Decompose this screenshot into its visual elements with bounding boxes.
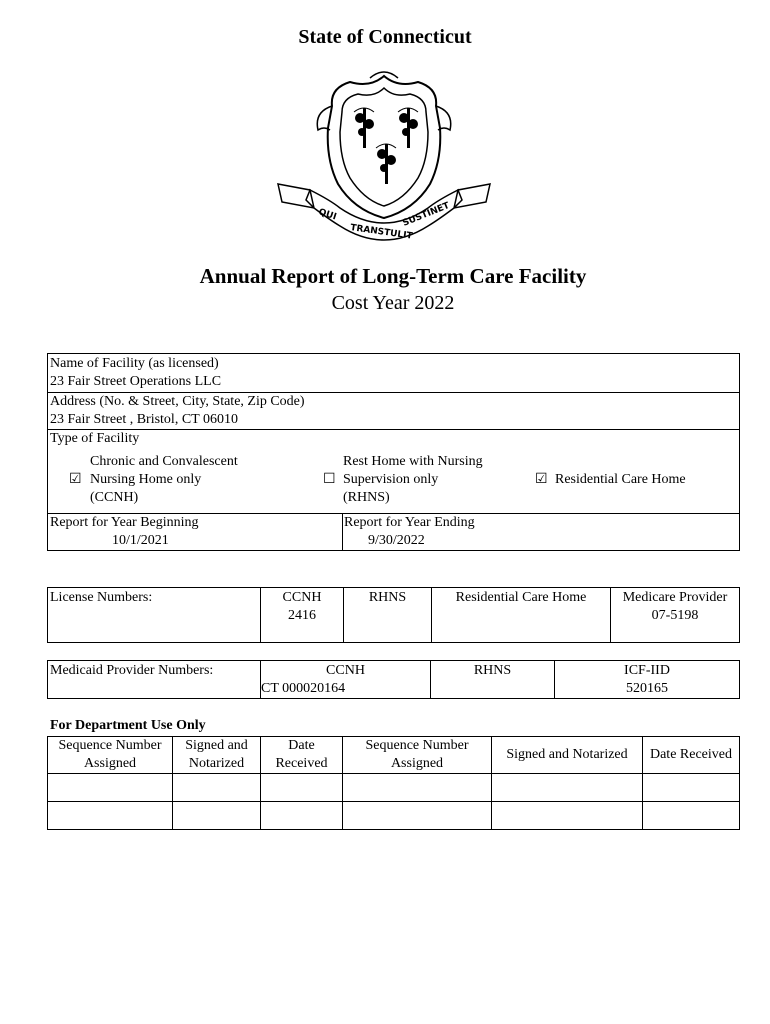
- dept-cell[interactable]: [492, 774, 643, 802]
- license-medicare-value: 07-5198: [651, 608, 699, 623]
- type-rch-checkbox[interactable]: [535, 471, 548, 489]
- state-seal-image: [270, 68, 498, 248]
- cost-year: Cost Year 2022: [331, 292, 455, 314]
- medicaid-icf-value: 520165: [626, 681, 668, 696]
- medicaid-ccnh-label: CCNH: [326, 663, 365, 678]
- dept-header-signed-1: Signed and Notarized: [173, 737, 261, 774]
- dept-use-table: [47, 736, 740, 830]
- dept-header-seq-2: Sequence Number Assigned: [343, 737, 492, 774]
- divider: [48, 429, 739, 430]
- type-ccnh-line3: (CCNH): [90, 490, 139, 505]
- dept-cell[interactable]: [643, 774, 740, 802]
- checkbox-unchecked-icon: ☐: [323, 472, 336, 487]
- license-medicare-cell: [611, 588, 740, 643]
- dept-cell[interactable]: [343, 774, 492, 802]
- facility-name-value: 23 Fair Street Operations LLC: [50, 374, 222, 389]
- medicaid-icf-cell: [555, 661, 740, 699]
- dept-cell[interactable]: [643, 802, 740, 830]
- state-title: State of Connecticut: [298, 26, 472, 48]
- medicaid-ccnh-value: CT 000020164: [261, 681, 346, 696]
- dept-cell[interactable]: [173, 774, 261, 802]
- dept-cell[interactable]: [48, 802, 173, 830]
- seal-motto-qui: QUI: [317, 207, 338, 223]
- dept-header-date-1: Date Received: [261, 737, 343, 774]
- type-ccnh-checkbox[interactable]: [69, 471, 82, 489]
- dept-header-signed-2: Signed and Notarized: [492, 737, 643, 774]
- type-rhns-line1: Rest Home with Nursing: [343, 454, 483, 469]
- report-title: Annual Report of Long-Term Care Facility: [199, 264, 587, 288]
- license-medicare-label: Medicare Provider: [622, 590, 728, 605]
- medicaid-rhns-label: RHNS: [473, 663, 512, 678]
- medicaid-icf-label: ICF-IID: [624, 663, 670, 678]
- license-label: License Numbers:: [48, 588, 261, 643]
- dept-use-title: For Department Use Only: [50, 718, 206, 733]
- table-row: [48, 802, 740, 830]
- medicaid-label: Medicaid Provider Numbers:: [48, 661, 261, 699]
- license-ccnh-cell: [261, 588, 344, 643]
- facility-name-label: Name of Facility (as licensed): [50, 356, 219, 371]
- checkbox-checked-icon: ☑: [69, 472, 82, 487]
- license-rhns-cell: [344, 588, 432, 643]
- dept-cell[interactable]: [261, 802, 343, 830]
- checkbox-checked-icon: ☑: [535, 472, 548, 487]
- medicaid-rhns-cell: [431, 661, 555, 699]
- dept-header-date-2: Date Received: [643, 737, 740, 774]
- type-ccnh-line1: Chronic and Convalescent: [90, 454, 238, 469]
- license-rch-label: Residential Care Home: [455, 590, 587, 605]
- year-end-value: 9/30/2022: [368, 533, 425, 548]
- dept-cell[interactable]: [492, 802, 643, 830]
- facility-info-box: [47, 353, 740, 551]
- medicaid-ccnh-cell: [261, 661, 431, 699]
- seal-motto-transtulit: TRANSTULIT: [349, 223, 414, 242]
- license-rhns-label: RHNS: [368, 590, 407, 605]
- medicaid-numbers-table: [47, 660, 740, 699]
- license-numbers-table: [47, 587, 740, 643]
- year-begin-value: 10/1/2021: [112, 533, 169, 548]
- license-ccnh-value: 2416: [288, 608, 316, 623]
- divider: [342, 513, 343, 550]
- seal-motto-sustinet: SUSTINET: [401, 200, 452, 229]
- dept-cell[interactable]: [173, 802, 261, 830]
- type-rhns-line3: (RHNS): [343, 490, 390, 505]
- type-rch-label: Residential Care Home: [555, 472, 686, 487]
- year-end-label: Report for Year Ending: [344, 515, 475, 530]
- table-row: [48, 774, 740, 802]
- dept-cell[interactable]: [261, 774, 343, 802]
- dept-header-seq-1: Sequence Number Assigned: [48, 737, 173, 774]
- license-ccnh-label: CCNH: [282, 590, 322, 605]
- address-value: 23 Fair Street , Bristol, CT 06010: [50, 412, 238, 427]
- facility-type-label: Type of Facility: [50, 431, 140, 446]
- type-rhns-checkbox[interactable]: [323, 471, 336, 489]
- type-ccnh-line2: Nursing Home only: [90, 472, 202, 487]
- license-rch-cell: [432, 588, 611, 643]
- type-rhns-line2: Supervision only: [343, 472, 439, 487]
- dept-cell[interactable]: [48, 774, 173, 802]
- year-begin-label: Report for Year Beginning: [50, 515, 199, 530]
- dept-cell[interactable]: [343, 802, 492, 830]
- address-label: Address (No. & Street, City, State, Zip Code): [50, 394, 305, 409]
